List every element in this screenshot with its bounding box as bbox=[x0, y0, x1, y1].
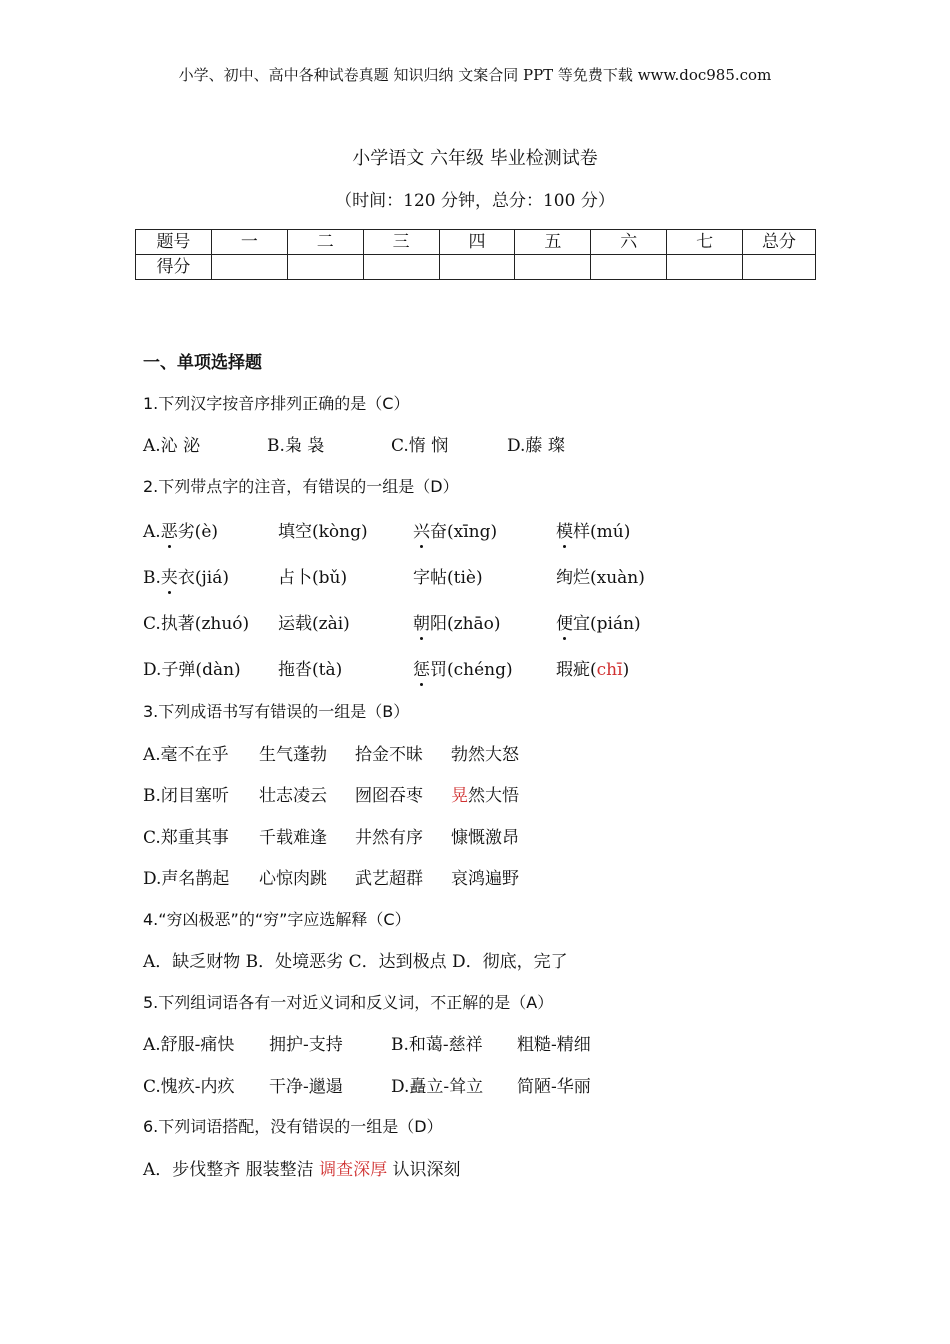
score-cell bbox=[439, 255, 515, 280]
option-a: A.沁 泌 bbox=[143, 436, 201, 457]
word-pair: 拥护-支持 bbox=[269, 1035, 343, 1056]
option-b-item: 字帖(tiè) bbox=[413, 567, 483, 588]
option-d-item bbox=[556, 655, 629, 680]
idiom bbox=[451, 781, 519, 806]
item-rest: 奋(xīng) bbox=[430, 521, 498, 542]
idiom: 生气蓬勃 bbox=[259, 744, 327, 765]
option-d: D.藤 璨 bbox=[507, 436, 565, 457]
question-6-option-a bbox=[143, 1147, 883, 1189]
dotted-char: 朝 bbox=[413, 609, 430, 634]
score-table-score-row bbox=[136, 255, 816, 280]
idiom: 慷慨激昂 bbox=[451, 827, 519, 848]
word-pair: A.舒服-痛快 bbox=[143, 1035, 235, 1056]
question-3-row-b bbox=[143, 773, 883, 815]
option-prefix: B. bbox=[143, 567, 161, 588]
idiom: 武艺超群 bbox=[355, 869, 423, 890]
score-cell bbox=[211, 255, 287, 280]
option-b-item: 绚烂(xuàn) bbox=[556, 567, 645, 588]
question-6-stem: 6.下列词语搭配，没有错误的一组是（D） bbox=[143, 1117, 443, 1137]
question-5-stem: 5.下列组词语各有一对近义词和反义词，不正解的是（A） bbox=[143, 992, 554, 1012]
score-table-header-cell: 五 bbox=[515, 230, 591, 255]
item-rest: 子弹(dàn) bbox=[161, 659, 241, 680]
question-4-options: A．缺乏财物 B．处境恶劣 C．达到极点 D．彻底，完了 bbox=[143, 952, 568, 973]
section-title: 一、单项选择题 bbox=[143, 353, 262, 374]
score-table-header-cell: 六 bbox=[591, 230, 667, 255]
option-c-item: 运载(zài) bbox=[278, 613, 350, 634]
page-header-banner: 小学、初中、高中各种试卷真题 知识归纳 文案合同 PPT 等免费下载 www.doc985.com bbox=[178, 66, 772, 84]
option-b-item: 占卜(bǔ) bbox=[278, 567, 348, 588]
option-text: A．步伐整齐 服装整洁 bbox=[143, 1159, 320, 1180]
item-rest: 瑕疵( bbox=[556, 659, 597, 680]
option-prefix: A. bbox=[143, 521, 161, 542]
idiom: B.闭目塞听 bbox=[143, 786, 229, 807]
option-b-item bbox=[143, 563, 278, 588]
word-pair: 粗糙-精细 bbox=[517, 1035, 591, 1056]
score-table bbox=[135, 229, 816, 280]
item-rest: 阳(zhāo) bbox=[430, 613, 501, 634]
option-a-item bbox=[278, 517, 413, 542]
score-cell bbox=[591, 255, 667, 280]
option-prefix: C. bbox=[143, 613, 161, 634]
item-tail: ) bbox=[622, 659, 630, 680]
exam-content bbox=[143, 340, 883, 1188]
idiom: 拾金不昧 bbox=[355, 744, 423, 765]
question-3-row-d bbox=[143, 856, 883, 898]
score-table-header-cell: 二 bbox=[287, 230, 363, 255]
item-rest: 样(mú) bbox=[573, 521, 631, 542]
dotted-char: 恶 bbox=[161, 517, 178, 542]
idiom-rest: 然大悟 bbox=[468, 786, 519, 807]
option-d-item bbox=[143, 655, 278, 680]
exam-title: 小学语文 六年级 毕业检测试卷 bbox=[352, 148, 598, 169]
score-table-header-cell: 四 bbox=[439, 230, 515, 255]
word-pair: B.和蔼-慈祥 bbox=[391, 1035, 483, 1056]
option-a-item bbox=[143, 517, 278, 542]
question-3-stem: 3.下列成语书写有错误的一组是（B） bbox=[143, 702, 410, 722]
idiom: 勃然大怒 bbox=[451, 744, 519, 765]
word-pair: D.矗立-耸立 bbox=[391, 1076, 484, 1097]
option-d-item: 拖沓(tà) bbox=[278, 659, 343, 680]
score-cell bbox=[515, 255, 591, 280]
question-3-row-c bbox=[143, 815, 883, 857]
item-text: 填空(kòng) bbox=[278, 521, 368, 542]
option-c-item bbox=[556, 609, 641, 634]
question-2-row-a bbox=[143, 506, 883, 552]
option-c-item bbox=[413, 609, 556, 634]
score-cell bbox=[363, 255, 439, 280]
score-table-header-cell: 七 bbox=[667, 230, 743, 255]
score-table-header-cell: 三 bbox=[363, 230, 439, 255]
question-4-stem: 4.“穷凶极恶”的“穷”字应选解释（C） bbox=[143, 909, 411, 929]
option-a-item bbox=[556, 517, 630, 542]
score-table-header-cell: 题号 bbox=[136, 230, 212, 255]
question-5-row-2 bbox=[143, 1064, 883, 1106]
idiom: 千载难逢 bbox=[259, 827, 327, 848]
word-pair: 干净-邋遢 bbox=[269, 1076, 343, 1097]
question-3-row-a bbox=[143, 732, 883, 774]
score-cell bbox=[287, 255, 363, 280]
question-2-row-d bbox=[143, 644, 883, 690]
answer-highlight: 调查深厚 bbox=[319, 1159, 388, 1180]
answer-highlight: 晃 bbox=[451, 786, 468, 807]
question-2-row-c bbox=[143, 598, 883, 644]
score-cell bbox=[743, 255, 816, 280]
item-rest: 劣(è) bbox=[177, 521, 219, 542]
dotted-char: 惩 bbox=[413, 655, 430, 680]
score-table-header-cell: 总分 bbox=[743, 230, 816, 255]
dotted-char: 兴 bbox=[413, 517, 430, 542]
item-rest: 宜(pián) bbox=[573, 613, 641, 634]
dotted-char: 夹 bbox=[161, 563, 178, 588]
question-2-stem: 2.下列带点字的注音，有错误的一组是（D） bbox=[143, 476, 459, 496]
idiom: 井然有序 bbox=[355, 827, 423, 848]
option-prefix: D. bbox=[143, 659, 162, 680]
answer-highlight: chī bbox=[596, 659, 623, 680]
question-2-row-b bbox=[143, 552, 883, 598]
item-rest: 衣(jiá) bbox=[177, 567, 230, 588]
idiom: D.声名鹊起 bbox=[143, 869, 230, 890]
option-a-item bbox=[413, 517, 556, 542]
idiom: A.毫不在乎 bbox=[143, 744, 229, 765]
word-pair: C.愧疚-内疚 bbox=[143, 1076, 235, 1097]
question-1-options bbox=[143, 423, 883, 465]
idiom: 心惊肉跳 bbox=[259, 869, 327, 890]
item-rest: 罚(chéng) bbox=[430, 659, 513, 680]
dotted-char: 便 bbox=[556, 609, 573, 634]
score-table-header-row bbox=[136, 230, 816, 255]
idiom: 哀鸿遍野 bbox=[451, 869, 519, 890]
item-rest: 执著(zhuó) bbox=[160, 613, 250, 634]
word-pair: 简陋-华丽 bbox=[517, 1076, 591, 1097]
idiom: 壮志凌云 bbox=[259, 786, 327, 807]
option-b: B.枭 袅 bbox=[267, 436, 325, 457]
option-d-item bbox=[413, 655, 556, 680]
score-cell bbox=[667, 255, 743, 280]
question-5-row-1 bbox=[143, 1022, 883, 1064]
option-text: 认识深刻 bbox=[387, 1159, 461, 1180]
score-table-header-cell: 一 bbox=[211, 230, 287, 255]
score-row-label: 得分 bbox=[136, 255, 212, 280]
idiom: 囫囵吞枣 bbox=[355, 786, 423, 807]
exam-subtitle: （时间：120 分钟，总分：100 分） bbox=[335, 191, 615, 211]
option-c: C.惰 悯 bbox=[391, 436, 449, 457]
dotted-char: 模 bbox=[556, 517, 573, 542]
option-c-item bbox=[143, 609, 278, 634]
question-1-stem: 1.下列汉字按音序排列正确的是（C） bbox=[143, 393, 410, 413]
idiom: C.郑重其事 bbox=[143, 827, 229, 848]
